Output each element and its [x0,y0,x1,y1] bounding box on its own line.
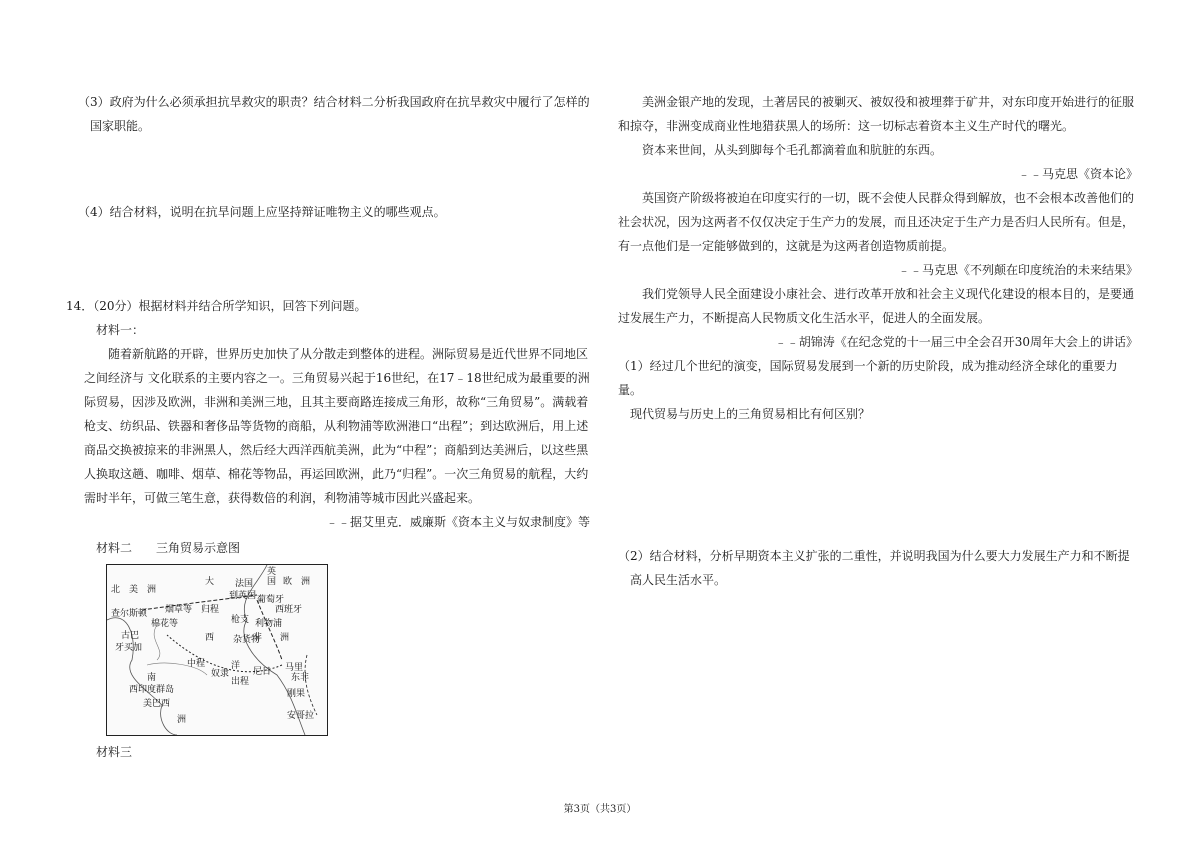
right-paragraph-4: 我们党领导人民全面建设小康社会、进行改革开放和社会主义现代化建设的根本目的，是要通过发展生产力，不断提高人民物质文化生活水平，促进人的全面发展。 [618,287,1135,325]
right-source-2: ﹣﹣马克思《不列颠在印度统治的未来结果》 [897,263,1138,277]
map-slaves: 奴隶 [211,669,230,679]
question-4: （4）结合材料，说明在抗旱问题上应坚持辩证唯物主义的哪些观点。 [78,205,446,219]
map-charleston: 查尔斯顿 [111,609,148,619]
map-france: 法国 [235,579,254,589]
map-cotton: 棉花等 [151,619,179,629]
page-footer: 第3页（共3页） [563,804,637,815]
map-da: 大 [205,577,215,587]
map-to-britain: 到英国 [229,591,257,601]
map-tobacco: 烟草等 [165,605,193,615]
right-paragraph-2: 资本来世间，从头到脚每个毛孔都滴着血和肮脏的东西。 [642,143,943,157]
material-2-label: 材料二 三角贸易示意图 [96,541,241,555]
map-niger: 尼日 [253,667,272,677]
map-mali: 马里 [285,663,304,673]
map-britain: 英 [267,567,277,577]
right-source-3: ﹣﹣胡锦涛《在纪念党的十一届三中全会召开30周年大会上的讲话》 [774,335,1138,349]
map-portugal: 葡萄牙 [257,595,285,605]
material-1-source: ﹣﹣据艾里克．威廉斯《资本主义与奴隶制度》等 [325,515,590,529]
right-paragraph-3: 英国资产阶级将被迫在印度实行的一切，既不会使人民群众得到解放，也不会根本改善他们的社会状况，因为这两者不仅仅决定于生产力的发展，而且还决定于生产力是否归人民所有。但是，有一点他们是一定能够做到的，这就是为这两者创造物质前提。 [618,191,1135,253]
map-europe: 欧 洲 [283,577,311,587]
right-paragraph-1: 美洲金银产地的发现，土著居民的被剿灭、被奴役和被埋葬于矿井，对东印度开始进行的征服和掠夺，非洲变成商业性地猎获黑人的场所：这一切标志着资本主义生产时代的曙光。 [618,95,1135,133]
question-3-cont: 国家职能。 [90,119,151,133]
right-question-2-cont: 高人民生活水平。 [630,573,727,587]
map-cuba: 古巴 [121,631,140,641]
map-zhou: 洲 [177,715,187,725]
map-angola: 安哥拉 [287,711,315,721]
question-3: （3）政府为什么必须承担抗旱救灾的职责？结合材料二分析我国政府在抗旱救灾中履行了怎样的 [78,95,590,109]
map-out: 出程 [231,677,250,687]
question-14: 14．（20分）根据材料并结合所学知识，回答下列问题。 [66,299,367,313]
material-3-label: 材料三 [96,745,133,759]
right-column [618,90,1138,592]
map-congo: 刚果 [287,689,306,699]
map-north-america: 北 美 洲 [111,585,157,595]
map-guns: 枪支 [231,615,250,625]
map-east-africa: 东非 [291,673,310,683]
map-west-indies: 西印度群岛 [129,685,175,695]
map-africa: 非 洲 [253,633,290,643]
triangle-trade-map [106,564,328,736]
right-question-1: （1）经过几个世纪的演变，国际贸易发展到一个新的历史阶段，成为推动经济全球化的重要力量。 [618,359,1118,397]
left-column [66,90,590,764]
map-return: 归程 [201,605,220,615]
map-xi: 西 [205,633,215,643]
map-liverpool: 利物浦 [255,619,283,629]
material-1-label: 材料一： [96,323,145,337]
map-middle: 中程 [187,659,206,669]
map-spain: 西班牙 [275,605,303,615]
right-question-2: （2）结合材料，分析早期资本主义扩张的二重性，并说明我国为什么要大力发展生产力和不断提 [618,549,1130,563]
material-1-text: 随着新航路的开辟，世界历史加快了从分散走到整体的进程。洲际贸易是近代世界不同地区之间经济与 文化联系的主要内容之一。三角贸易兴起于16世纪，在17﹣18世纪成为最重要的洲际贸易，因涉及欧洲，非洲和美洲三地，且其主要商路连接成三角形，故称“三角贸易”。满载着枪支、纺织品、铁器和奢侈品等货物的商船，从利物浦等欧洲港口“出程”；到达欧洲后，用上述商品交换被掠来的非洲黑人，然后经大西洋西航美洲，此为“中程”；商船到达美洲后，以这些黑人换取这趟、咖啡、烟草、棉花等物品，再运回欧洲，此乃“归程”。一次三角贸易的航程，大约需时半年，可做三笔生意，获得数倍的利润，利物浦等城市因此兴盛起来。 [84,347,590,505]
map-guo: 国 [267,577,277,587]
map-yang: 洋 [231,661,241,671]
map-south-america: 美巴西 [143,699,171,709]
right-source-1: ﹣﹣马克思《资本论》 [1017,167,1138,181]
right-question-1-cont: 现代贸易与历史上的三角贸易相比有何区别？ [630,407,871,421]
map-south: 南 [147,673,157,683]
map-jamaica: 牙买加 [115,643,143,653]
map-goods: 杂货物 [233,635,261,645]
